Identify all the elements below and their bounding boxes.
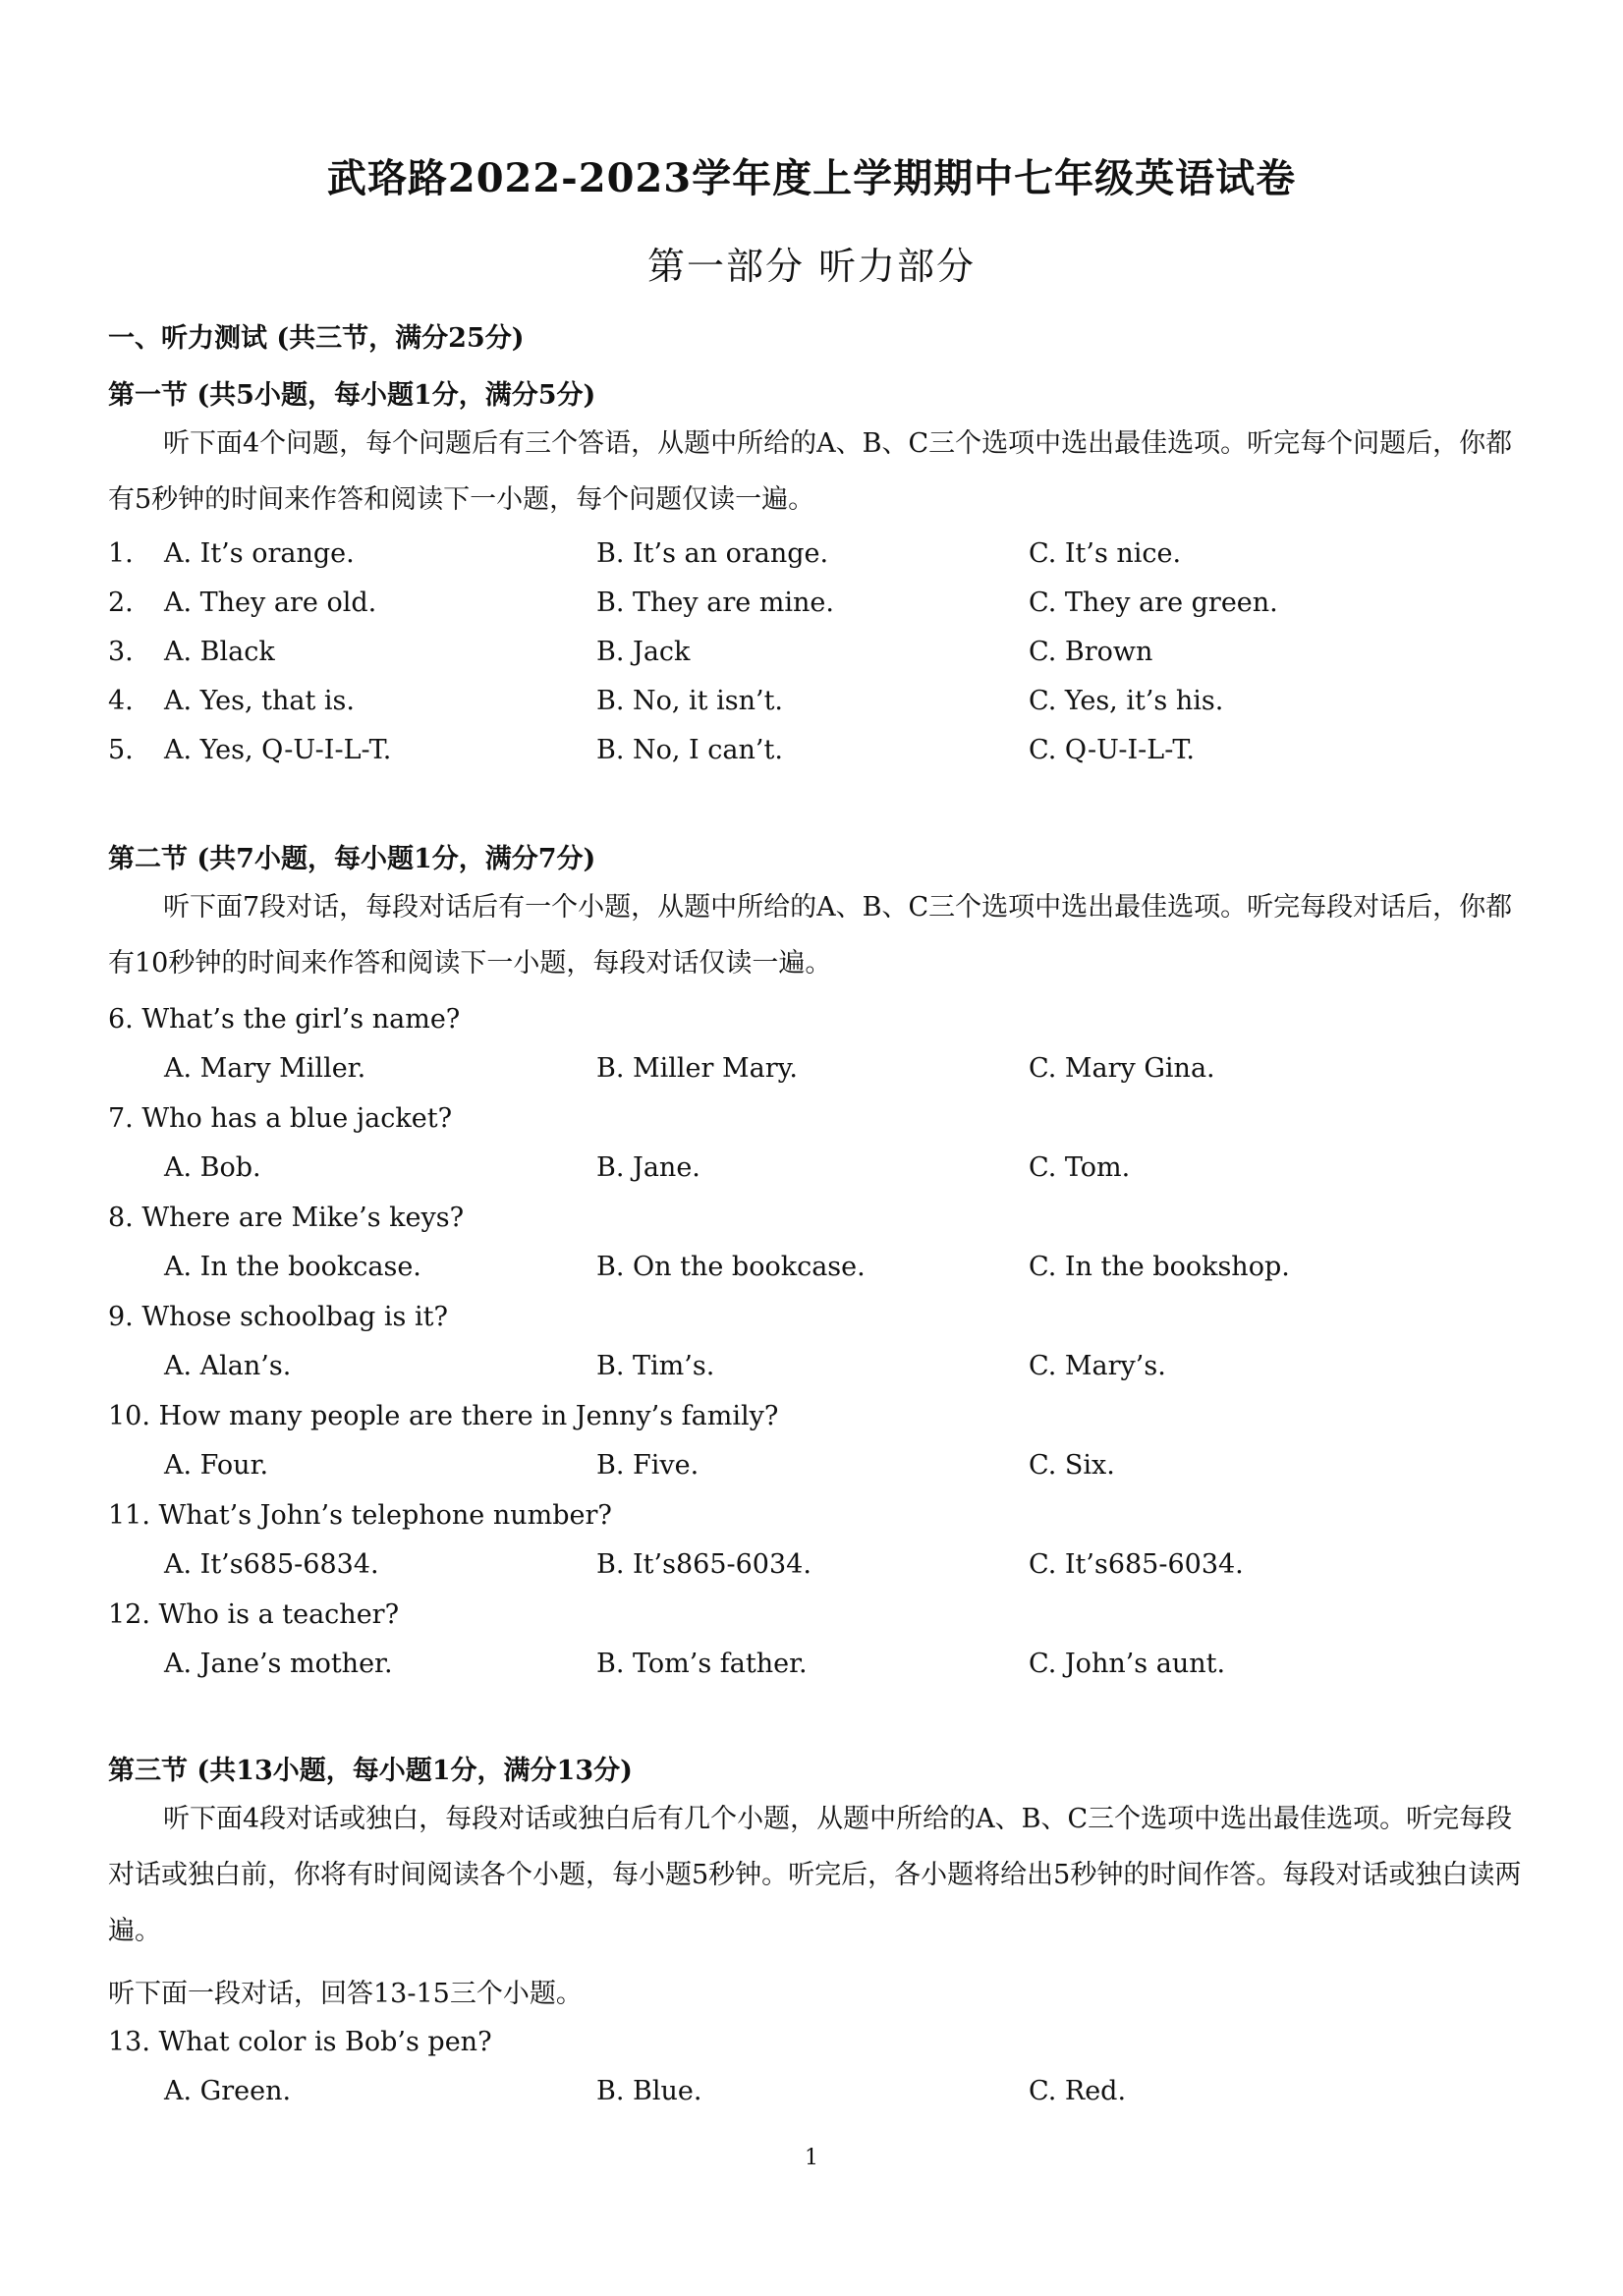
option-b: B. Miller Mary. xyxy=(596,1053,798,1084)
choice-row xyxy=(0,1450,1623,1489)
option-a: A. It’s685-6834. xyxy=(164,1549,379,1580)
question-number: 5. xyxy=(108,735,134,765)
choice-row xyxy=(0,2076,1623,2115)
option-b: B. On the bookcase. xyxy=(596,1252,866,1282)
question: 6. What’s the girl’s name? xyxy=(108,1004,461,1035)
option-a: A. Four. xyxy=(164,1450,269,1481)
option-b: B. Blue. xyxy=(596,2076,702,2106)
option-c: C. Q-U-I-L-T. xyxy=(1029,735,1196,765)
option-b: B. It’s an orange. xyxy=(596,538,829,569)
section3-instructions: 听下面4段对话或独白，每段对话或独白后有几个小题，从题中所给的A、B、C三个选项中选出最佳选项。听完每段对话或独白前，你将有时间阅读各个小题，每小题5秒钟。听完后，各小题将给出5秒钟的时间作答。每段对话或独白读两遍。 xyxy=(108,1804,1522,1946)
option-b: B. They are mine. xyxy=(596,588,834,618)
choice-row xyxy=(0,1053,1623,1092)
question: 8. Where are Mike’s keys? xyxy=(108,1203,465,1233)
option-a: A. Black xyxy=(164,637,275,667)
question: 11. What’s John’s telephone number? xyxy=(108,1500,612,1531)
option-a: A. It’s orange. xyxy=(164,538,355,569)
question: 13. What color is Bob’s pen? xyxy=(108,2027,492,2057)
choice-row xyxy=(0,1549,1623,1589)
question: 7. Who has a blue jacket? xyxy=(108,1103,453,1134)
option-a: A. Yes, that is. xyxy=(164,686,355,716)
option-c: C. John’s aunt. xyxy=(1029,1649,1226,1679)
option-a: A. They are old. xyxy=(164,588,377,618)
option-b: B. Jack xyxy=(596,637,691,667)
choice-row xyxy=(0,1649,1623,1688)
question: 12. Who is a teacher? xyxy=(108,1599,400,1630)
dialogue-intro: 听下面一段对话，回答13-15三个小题。 xyxy=(108,1979,583,2009)
choice-row xyxy=(0,686,1623,725)
option-b: B. Five. xyxy=(596,1450,700,1481)
choice-row xyxy=(0,1252,1623,1291)
question-number: 2. xyxy=(108,588,134,618)
exam-title: 武珞路2022-2023学年度上学期期中七年级英语试卷 xyxy=(326,155,1297,201)
section1-instructions: 听下面4个问题，每个问题后有三个答语，从题中所给的A、B、C三个选项中选出最佳选项。听完每个问题后，你都有5秒钟的时间来作答和阅读下一小题，每个问题仅读一遍。 xyxy=(108,428,1513,515)
option-c: C. It’s685-6034. xyxy=(1029,1549,1244,1580)
option-c: C. It’s nice. xyxy=(1029,538,1182,569)
choice-row xyxy=(0,1351,1623,1390)
option-c: C. In the bookshop. xyxy=(1029,1252,1290,1282)
section2-instructions: 听下面7段对话，每段对话后有一个小题，从题中所给的A、B、C三个选项中选出最佳选项。听完每段对话后，你都有10秒钟的时间来作答和阅读下一小题，每段对话仅读一遍。 xyxy=(108,892,1513,979)
option-b: B. Tim’s. xyxy=(596,1351,715,1381)
section1-heading: 第一节 (共5小题，每小题1分，满分5分) xyxy=(108,380,596,411)
option-a: A. Bob. xyxy=(164,1152,261,1183)
option-a: A. Green. xyxy=(164,2076,292,2106)
option-b: B. It’s865-6034. xyxy=(596,1549,812,1580)
choice-row xyxy=(0,637,1623,676)
choice-row xyxy=(0,538,1623,578)
part-title: 第一部分 听力部分 xyxy=(646,245,977,288)
section3-heading: 第三节 (共13小题，每小题1分，满分13分) xyxy=(108,1756,633,1786)
option-c: C. Tom. xyxy=(1029,1152,1131,1183)
option-b: B. No, it isn’t. xyxy=(596,686,784,716)
option-b: B. No, I can’t. xyxy=(596,735,783,765)
option-a: A. In the bookcase. xyxy=(164,1252,421,1282)
part1-heading: 一、听力测试 (共三节，满分25分) xyxy=(108,323,525,354)
question-number: 1. xyxy=(108,538,134,569)
option-c: C. They are green. xyxy=(1029,588,1278,618)
question-number: 3. xyxy=(108,637,134,667)
choice-row xyxy=(0,735,1623,774)
option-c: C. Yes, it’s his. xyxy=(1029,686,1224,716)
choice-row xyxy=(0,1152,1623,1192)
option-c: C. Brown xyxy=(1029,637,1153,667)
option-c: C. Mary Gina. xyxy=(1029,1053,1215,1084)
question: 10. How many people are there in Jenny’s family? xyxy=(108,1401,779,1431)
option-c: C. Mary’s. xyxy=(1029,1351,1166,1381)
choice-row xyxy=(0,588,1623,627)
page-number: 1 xyxy=(805,2146,818,2170)
option-c: C. Red. xyxy=(1029,2076,1127,2106)
option-c: C. Six. xyxy=(1029,1450,1115,1481)
option-a: A. Alan’s. xyxy=(164,1351,292,1381)
section2-heading: 第二节 (共7小题，每小题1分，满分7分) xyxy=(108,844,596,874)
option-b: B. Tom’s father. xyxy=(596,1649,808,1679)
question: 9. Whose schoolbag is it? xyxy=(108,1302,448,1332)
option-b: B. Jane. xyxy=(596,1152,700,1183)
question-number: 4. xyxy=(108,686,134,716)
option-a: A. Yes, Q-U-I-L-T. xyxy=(164,735,392,765)
option-a: A. Mary Miller. xyxy=(164,1053,366,1084)
option-a: A. Jane’s mother. xyxy=(164,1649,393,1679)
